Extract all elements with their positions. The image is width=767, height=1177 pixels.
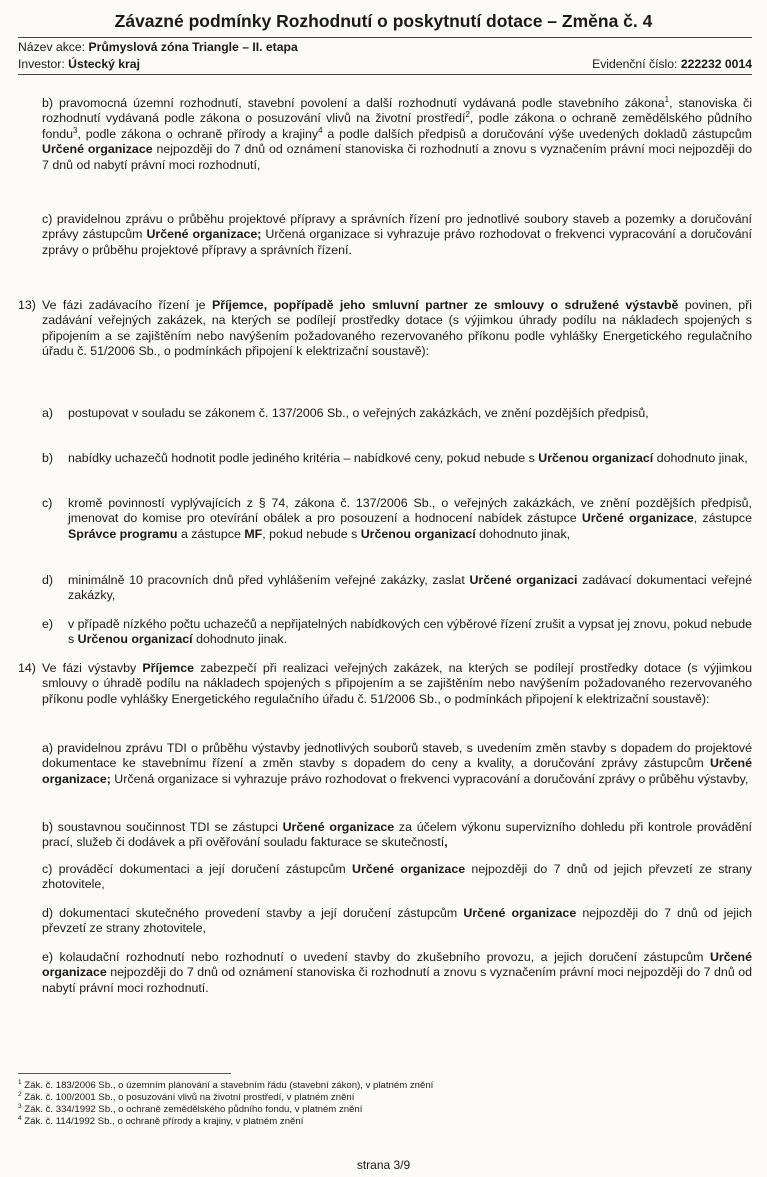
p13-item-e: v případě nízkého počtu uchazečů a nepřijatelných nabídkových cen výběrové řízení zrušit a vypsat jej znovu, pokud nebude s Určenou organizací dohodnuto jinak. [68, 617, 752, 647]
p13-e-label: e) [42, 617, 54, 631]
evidence-value: 222232 0014 [680, 57, 752, 71]
p14-number: 14) [18, 661, 36, 675]
p14-item-a: a) pravidelnou zprávu TDI o průběhu výstavby jednotlivých souborů staveb, s uvedením změn stavby s dopadem do projektové dokumentace ke stavebnímu řízení a změn stavby s dopadem do ceny a kvality, a doručování zprávy zástupcům Určené organizace; Určená organizace si vyhrazuje právo rozhodovat o frekvenci vypracování a doručování zprávy o průběhu výstavby, [42, 741, 752, 786]
evidence-label: Evidenční číslo: [592, 57, 678, 71]
footnote-ref: 4 [318, 125, 323, 135]
p14-item-e: e) kolaudační rozhodnutí nebo rozhodnutí o uvedení stavby do zkušebního provozu, a jejich doručení zástupcům Určené organizace nejpozději do 7 dnů od oznámení stanoviska či rozhodnutí a znovu s vyznačením právní moci nejpozději do 7 dnů od nabytí právní moci rozhodnutí. [42, 950, 752, 995]
footnote-3: $^3$ Zák. č. 334/1992 Sb., o ochraně zemědělského půdního fondu, v platném znění [18, 1103, 363, 1115]
p13-item-d: minimálně 10 pracovních dnů před vyhlášením veřejné zakázky, zaslat Určené organizaci zadávací dokumentaci veřejné zakázky, [68, 573, 752, 603]
p13-item-b: nabídky uchazečů hodnotit podle jediného kritéria – nabídkové ceny, pokud nebude s Určenou organizací dohodnuto jinak, [68, 451, 748, 465]
p12-item-c: c) pravidelnou zprávu o průběhu projektové přípravy a správních řízení pro jednotlivé soubory staveb a pozemky a doručování zprávy zástupcům Určené organizace; Určená organizace si vyhrazuje právo rozhodovat o frekvenci vypracování a doručování zprávy o průběhu projektové přípravy a správních řízení. [42, 212, 752, 257]
footnote-rule [18, 1073, 231, 1074]
header-rule-top [18, 37, 752, 38]
p14-intro: Ve fázi výstavby Příjemce zabezpečí při realizaci veřejných zakázek, na kterých se podílejí prostředky dotace (s výjimkou smlouvy o úhradě podílu na nákladech spojených s připojením a se zajištěním nebo navýšením požadovaného rezervovaného příkonu podle vyhlášky Energetického regulačního úřadu č. 51/2006 Sb., o podmínkách připojení k elektrizační soustavě): [42, 661, 752, 706]
p13-item-a: postupovat v souladu se zákonem č. 137/2006 Sb., o veřejných zakázkách, ve znění pozdějších předpisů, [68, 406, 649, 420]
p12-item-b: b) pravomocná územní rozhodnutí, stavební povolení a další rozhodnutí vydávaná podle stavebního zákona$^1$, stanoviska či rozhodnutí vydávaná podle zákona o posuzování vlivů na životní prostředí$^2$, podle zákona o ochraně zemědělského půdního fondu$^3$, podle zákona o ochraně přírody a krajiny$^4$ a podle dalších předpisů a doručování výše uvedených dokladů zástupcům Určené organizace nejpozději do 7 dnů od oznámení stanoviska či rozhodnutí a znovu s vyznačením právní moci nejpozději do 7 dnů od nabytí právní moci rozhodnutí, [42, 95, 752, 172]
p13-item-c: kromě povinností vyplývajících z § 74, zákona č. 137/2006 Sb., o veřejných zakázkách, ve znění pozdějších předpisů, jmenovat do komise pro otevírání obálek a pro posouzení a hodnocení nabídek zástupce Určené organizace, zástupce Správce programu a zástupce MF, pokud nebude s Určenou organizací dohodnuto jinak, [68, 496, 753, 541]
p14-item-d: d) dokumentaci skutečného provedení stavby a její doručení zástupcům Určené organizace nejpozději do 7 dnů od jejich převzetí ze strany zhotovitele, [42, 906, 752, 936]
p13-number: 13) [18, 298, 36, 312]
p14-item-c: c) prováděcí dokumentaci a její doručení zástupcům Určené organizace nejpozději do 7 dnů od jejich převzetí ze strany zhotovitele, [42, 862, 752, 892]
footnote-ref: 3 [73, 125, 78, 135]
p13-c-label: c) [42, 496, 53, 510]
action-line [18, 40, 752, 55]
p13-intro: Ve fázi zadávacího řízení je Příjemce, popřípadě jeho smluvní partner ze smlouvy o sdružené výstavbě povinen, při zadávání veřejných zakázek, na kterých se podílejí prostředky dotace (s výjimkou úhrady podílu na nákladech spojených s připojením a se zajištěním nebo navýšením požadovaného rezervovaného příkonu podle vyhlášky Energetického regulačního úřadu č. 51/2006 Sb., o podmínkách připojení k elektrizační soustavě): [42, 298, 752, 359]
action-label: Název akce: [18, 40, 86, 54]
footnote-1: $^1$ Zák. č. 183/2006 Sb., o územním plánování a stavebním řádu (stavební zákon), v platném znění [18, 1079, 434, 1091]
footnote-ref: 2 [465, 110, 470, 120]
p13-b-label: b) [42, 451, 54, 465]
p14-item-b: b) soustavnou součinnost TDI se zástupci Určené organizace za účelem výkonu supervizního dohledu při kontrole provádění prací, služeb či dodávek a při ověřování souladu fakturace se skutečností, [42, 820, 753, 850]
investor-label: Investor: [18, 57, 65, 71]
footnote-4: $^4$ Zák. č. 114/1992 Sb., o ochraně přírody a krajiny, v platném znění [18, 1115, 304, 1127]
evidence-number [592, 57, 752, 72]
investor-value: Ústecký kraj [68, 57, 140, 71]
investor-line [18, 57, 752, 72]
p13-d-label: d) [42, 573, 54, 587]
action-value: Průmyslová zóna Triangle – II. etapa [88, 40, 298, 54]
header-rule-bottom [18, 74, 752, 75]
footnote-ref: 1 [664, 95, 670, 104]
footnote-2: $^2$ Zák. č. 100/2001 Sb., o posuzování vlivů na životní prostředí, v platném znění [18, 1091, 355, 1103]
page-number: strana 3/9 [356, 1158, 411, 1172]
page-title: Závazné podmínky Rozhodnutí o poskytnutí dotace – Změna č. 4 [114, 11, 653, 31]
p13-a-label: a) [42, 406, 54, 420]
